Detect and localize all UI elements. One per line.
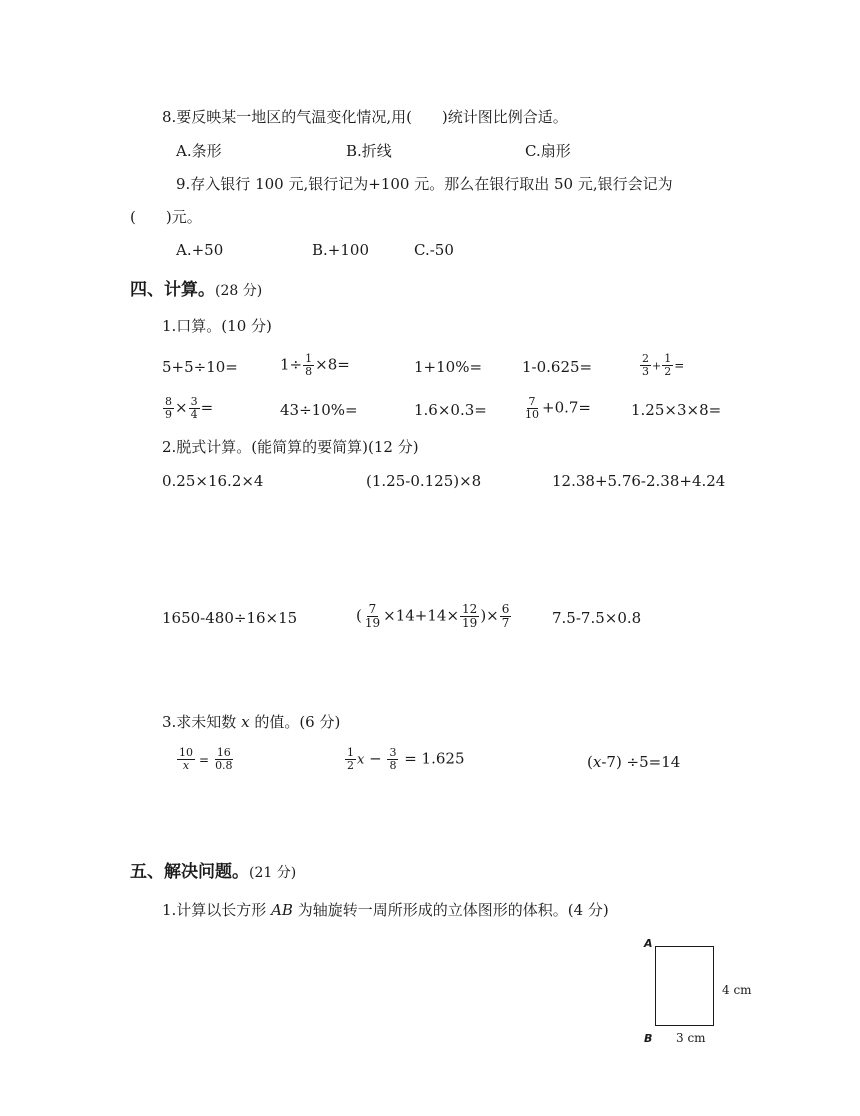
s4q2-title: 2.脱式计算。(能简算的要简算)(12 分) bbox=[162, 438, 419, 456]
q9-option-b: B.+100 bbox=[312, 241, 369, 259]
oral-r2c5: 1.25×3×8= bbox=[631, 401, 722, 419]
figure-rectangle bbox=[655, 946, 714, 1026]
q9-option-c: C.-50 bbox=[414, 241, 454, 259]
s4q1-title: 1.口算。(10 分) bbox=[162, 317, 272, 335]
figure-height-label: 4 cm bbox=[722, 983, 752, 997]
oral-r1c5: $\frac{2}{3}$ + $\frac{1}{2}$ = bbox=[642, 352, 685, 379]
section-4-heading bbox=[130, 282, 262, 299]
oral-r1c1: 5+5÷10= bbox=[162, 358, 238, 376]
figure-label-a: A bbox=[644, 937, 653, 950]
stepcalc-3: 12.38+5.76-2.38+4.24 bbox=[552, 472, 726, 490]
oral-r1c3: 1+10%= bbox=[414, 358, 483, 376]
oral-r2c2: 43÷10%= bbox=[280, 401, 358, 419]
q8-option-c: C.扇形 bbox=[525, 142, 571, 160]
q8-option-b: B.折线 bbox=[346, 142, 392, 160]
q8-option-a: A.条形 bbox=[176, 142, 222, 160]
q9-line2: ( )元。 bbox=[130, 208, 202, 226]
oral-r2c3: 1.6×0.3= bbox=[414, 401, 487, 419]
section-5-title: 五、解决问题。 bbox=[130, 862, 249, 882]
stepcalc-6: 7.5-7.5×0.8 bbox=[552, 609, 642, 627]
section-5-heading bbox=[130, 864, 296, 881]
stepcalc-1: 0.25×16.2×4 bbox=[162, 472, 264, 490]
stepcalc-2: (1.25-0.125)×8 bbox=[366, 472, 482, 490]
oral-r1c4: 1-0.625= bbox=[522, 358, 593, 376]
equation-3: (x-7) ÷5=14 bbox=[587, 753, 681, 771]
section-4-score: (28 分) bbox=[215, 283, 263, 299]
section-5-score: (21 分) bbox=[249, 865, 297, 881]
s5q1-text: 1.计算以长方形 AB 为轴旋转一周所形成的立体图形的体积。(4 分) bbox=[162, 901, 609, 919]
q9-line1: 9.存入银行 100 元,银行记为+100 元。那么在银行取出 50 元,银行会记为 bbox=[176, 175, 673, 193]
section-4-title: 四、计算。 bbox=[130, 280, 215, 300]
oral-r2c1: $\frac{8}{9}$ × $\frac{3}{4}$ = bbox=[165, 395, 214, 422]
equation-1: $\frac{10}{x}$ = $\frac{16}{0.8}$ bbox=[179, 746, 233, 773]
figure-width-label: 3 cm bbox=[676, 1031, 706, 1045]
stepcalc-5: ( $\frac{7}{19}$ ×14+14× $\frac{12}{19}$ )× $\frac{6}{7}$ bbox=[356, 602, 510, 631]
oral-r2c4: $\frac{7}{10}$ +0.7= bbox=[525, 395, 591, 422]
figure-label-b: B bbox=[644, 1032, 653, 1045]
s4q3-title: 3.求未知数 x 的值。(6 分) bbox=[162, 713, 341, 731]
oral-r1c2: 1÷ $\frac{1}{8}$ ×8= bbox=[280, 352, 350, 379]
stepcalc-4: 1650-480÷16×15 bbox=[162, 609, 298, 627]
equation-2: $\frac{1}{2}$ x − $\frac{3}{8}$ = 1.625 bbox=[347, 746, 465, 773]
q9-option-a: A.+50 bbox=[176, 241, 224, 259]
q8-text: 8.要反映某一地区的气温变化情况,用( )统计图比例合适。 bbox=[162, 108, 568, 126]
